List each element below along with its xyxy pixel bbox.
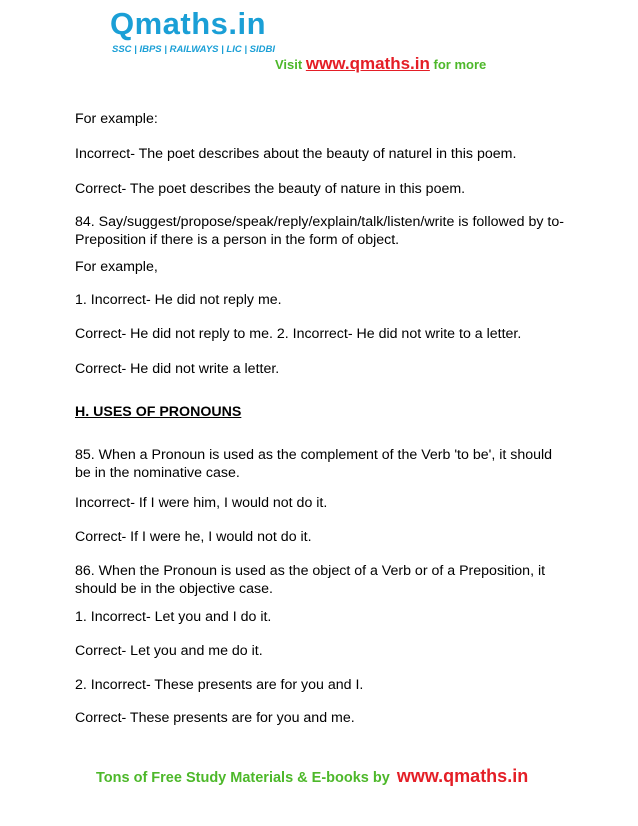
paragraph: 86. When the Pronoun is used as the object of a Verb or of a Preposition, it should be in the objective case. — [75, 563, 546, 597]
visit-prefix: Visit — [275, 57, 303, 72]
paragraph: Correct- These presents are for you and me. — [75, 710, 355, 726]
paragraph: Correct- Let you and me do it. — [75, 643, 263, 659]
paragraph: Correct- He did not write a letter. — [75, 361, 280, 377]
footer-text: Tons of Free Study Materials & E-books by — [96, 770, 390, 786]
paragraph: Correct- The poet describes the beauty of nature in this poem. — [75, 181, 466, 197]
logo-tagline: SSC | IBPS | RAILWAYS | LIC | SIDBI — [112, 44, 276, 55]
paragraph: Incorrect- The poet describes about the beauty of naturel in this poem. — [75, 146, 517, 162]
paragraph: 85. When a Pronoun is used as the complement of the Verb 'to be', it should be in the nominative case. — [75, 447, 553, 481]
header-visit — [275, 54, 486, 74]
visit-url-link[interactable]: www.qmaths.in — [305, 54, 430, 73]
paragraph: 84. Say/suggest/propose/speak/reply/explain/talk/listen/write is followed by to-Preposition if there is a person in the form of object. — [75, 214, 564, 248]
paragraph: For example, — [75, 259, 158, 275]
paragraph: Incorrect- If I were him, I would not do it. — [75, 495, 328, 511]
footer-url-link[interactable]: www.qmaths.in — [396, 766, 529, 786]
logo-title: Qmaths.in — [110, 6, 267, 41]
paragraph: 1. Incorrect- He did not reply me. — [75, 292, 282, 308]
paragraph: 1. Incorrect- Let you and I do it. — [75, 609, 272, 625]
visit-suffix: for more — [433, 57, 487, 72]
section-heading: H. USES OF PRONOUNS — [75, 404, 242, 420]
footer — [96, 766, 528, 787]
paragraph: Correct- He did not reply to me. 2. Incorrect- He did not write to a letter. — [75, 326, 522, 342]
paragraph: For example: — [75, 111, 158, 127]
paragraph: 2. Incorrect- These presents are for you and I. — [75, 677, 364, 693]
paragraph: Correct- If I were he, I would not do it. — [75, 529, 312, 545]
